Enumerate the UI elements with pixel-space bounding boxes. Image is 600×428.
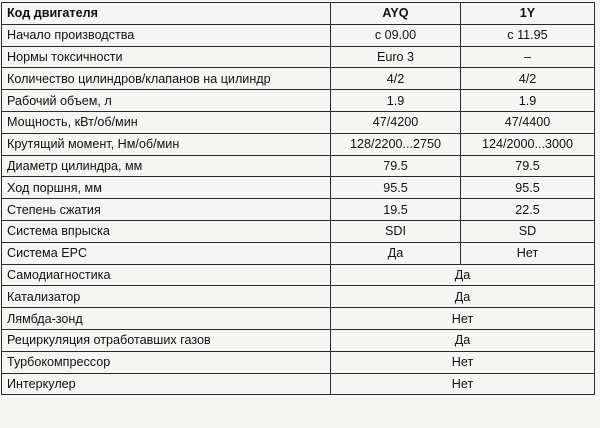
table-row: [2, 46, 595, 68]
value-engine-a: 1.9: [331, 90, 461, 112]
row-label: Турбокомпрессор: [2, 351, 331, 373]
header-label: Код двигателя: [2, 3, 331, 25]
value-engine-a: 128/2200...2750: [331, 133, 461, 155]
row-label: Нормы токсичности: [2, 46, 331, 68]
table-row: [2, 329, 595, 351]
table-row: [2, 220, 595, 242]
value-engine-b: 95.5: [461, 177, 595, 199]
table-row: [2, 373, 595, 395]
value-engine-b: 4/2: [461, 68, 595, 90]
value-engine-b: 22.5: [461, 199, 595, 221]
value-both-engines: Да: [331, 329, 595, 351]
table-row: [2, 242, 595, 264]
table-row: [2, 90, 595, 112]
value-engine-a: 4/2: [331, 68, 461, 90]
value-both-engines: Нет: [331, 351, 595, 373]
value-engine-a: Euro 3: [331, 46, 461, 68]
value-engine-a: с 09.00: [331, 24, 461, 46]
value-both-engines: Да: [331, 264, 595, 286]
value-engine-b: 47/4400: [461, 111, 595, 133]
row-label: Мощность, кВт/об/мин: [2, 111, 331, 133]
row-label: Интеркулер: [2, 373, 331, 395]
table-row: [2, 155, 595, 177]
row-label: Ход поршня, мм: [2, 177, 331, 199]
value-both-engines: Да: [331, 286, 595, 308]
row-label: Катализатор: [2, 286, 331, 308]
value-engine-a: 95.5: [331, 177, 461, 199]
row-label: Лямбда-зонд: [2, 308, 331, 330]
row-label: Система впрыска: [2, 220, 331, 242]
table-row: [2, 177, 595, 199]
row-label: Количество цилиндров/клапанов на цилиндр: [2, 68, 331, 90]
value-engine-b: –: [461, 46, 595, 68]
engine-spec-table: [1, 2, 595, 395]
value-engine-b: SD: [461, 220, 595, 242]
header-row: [2, 3, 595, 25]
table-row: [2, 68, 595, 90]
row-label: Начало производства: [2, 24, 331, 46]
value-engine-a: SDI: [331, 220, 461, 242]
row-label: Рабочий объем, л: [2, 90, 331, 112]
row-label: Крутящий момент, Нм/об/мин: [2, 133, 331, 155]
table-row: [2, 286, 595, 308]
value-engine-b: с 11.95: [461, 24, 595, 46]
row-label: Рециркуляция отработавших газов: [2, 329, 331, 351]
table-row: [2, 133, 595, 155]
value-engine-a: Да: [331, 242, 461, 264]
value-engine-a: 19.5: [331, 199, 461, 221]
value-engine-a: 79.5: [331, 155, 461, 177]
header-engine-a: AYQ: [331, 3, 461, 25]
value-both-engines: Нет: [331, 308, 595, 330]
value-engine-b: 124/2000...3000: [461, 133, 595, 155]
table-row: [2, 264, 595, 286]
row-label: Система EPC: [2, 242, 331, 264]
table-row: [2, 308, 595, 330]
value-engine-b: Нет: [461, 242, 595, 264]
value-engine-b: 79.5: [461, 155, 595, 177]
table-row: [2, 111, 595, 133]
table-row: [2, 24, 595, 46]
row-label: Степень сжатия: [2, 199, 331, 221]
header-engine-b: 1Y: [461, 3, 595, 25]
table-row: [2, 199, 595, 221]
value-both-engines: Нет: [331, 373, 595, 395]
row-label: Самодиагностика: [2, 264, 331, 286]
value-engine-a: 47/4200: [331, 111, 461, 133]
table-row: [2, 351, 595, 373]
value-engine-b: 1.9: [461, 90, 595, 112]
row-label: Диаметр цилиндра, мм: [2, 155, 331, 177]
